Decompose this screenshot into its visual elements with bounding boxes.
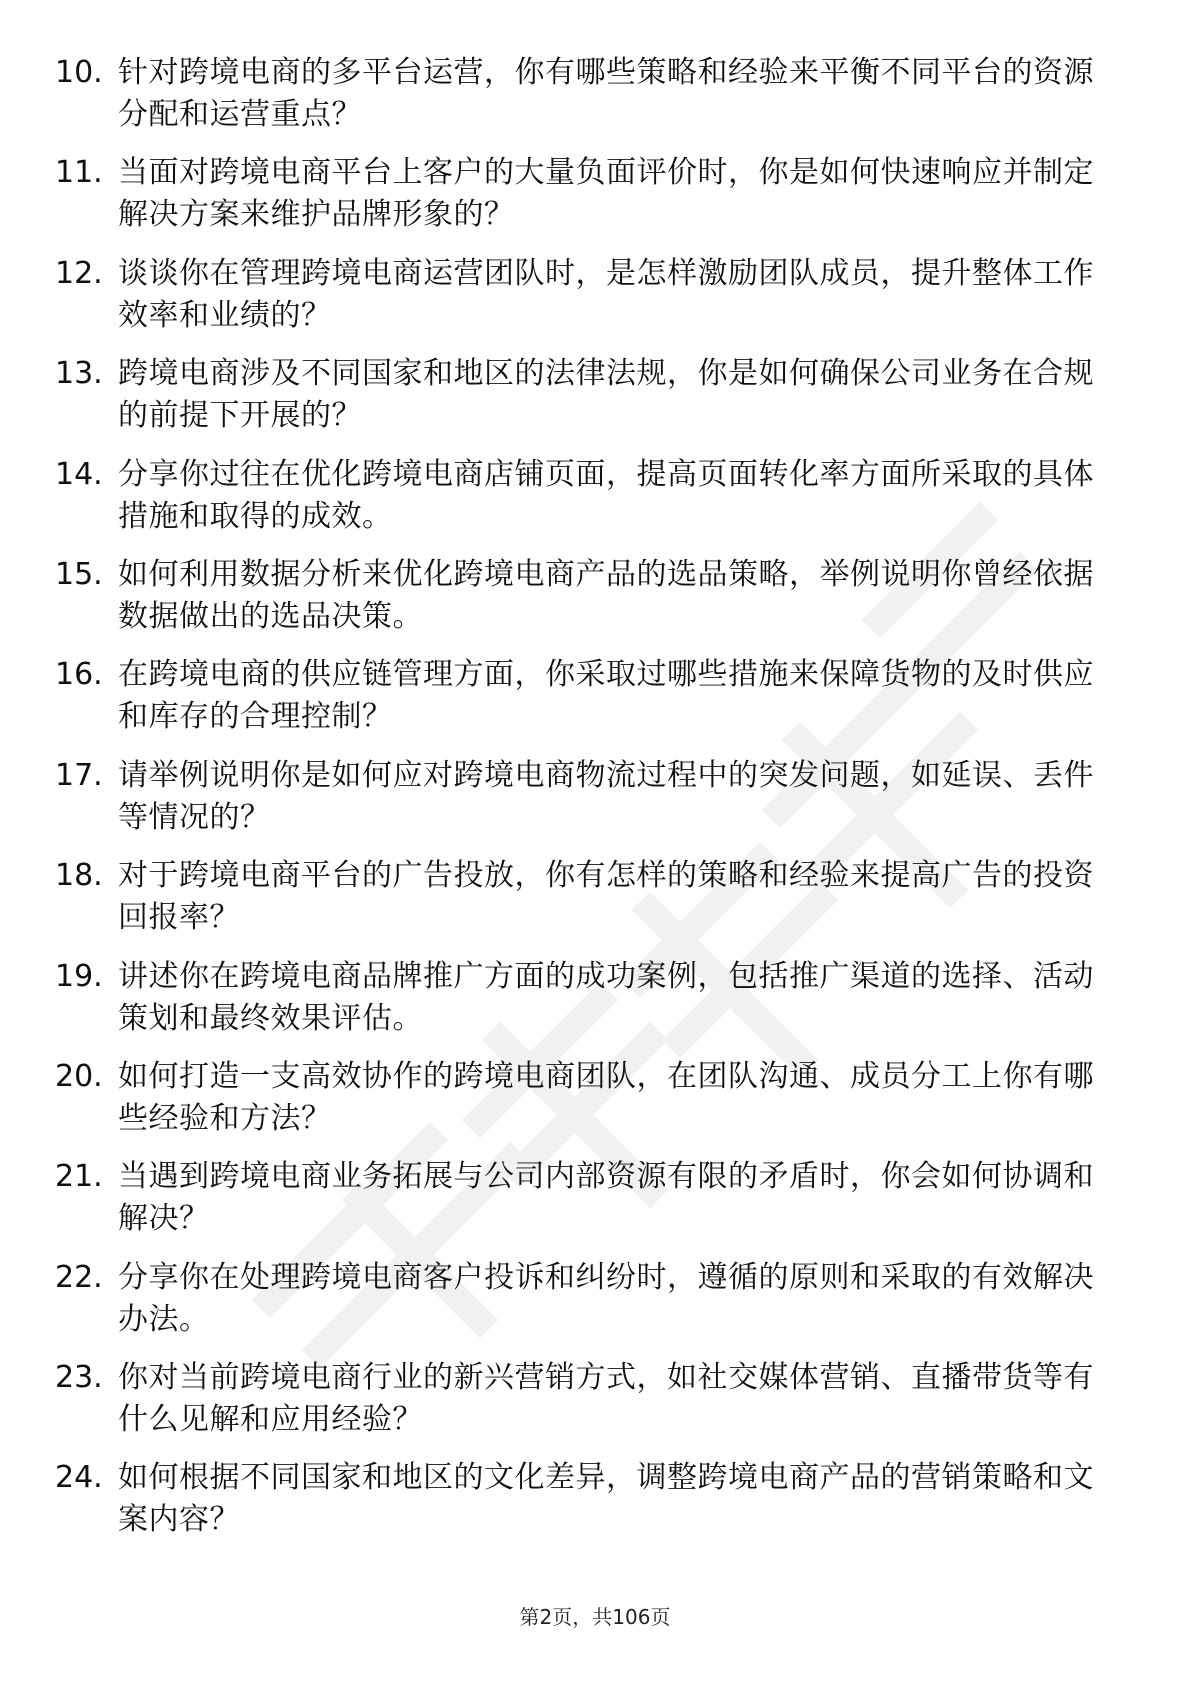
page-number-label: 第2页，共106页 — [519, 1605, 671, 1629]
question-text: 对于跨境电商平台的广告投放，你有怎样的策略和经验来提高广告的投资回报率？ — [118, 858, 1094, 936]
question-number: 16. — [55, 657, 103, 693]
question-text: 当面对跨境电商平台上客户的大量负面评价时，你是如何快速响应并制定解决方案来维护品牌形象的？ — [118, 155, 1094, 233]
question-number: 24. — [55, 1460, 103, 1496]
question-text: 分享你在处理跨境电商客户投诉和纠纷时，遵循的原则和采取的有效解决办法。 — [118, 1259, 1094, 1337]
question-item — [55, 52, 1105, 152]
question-item — [55, 353, 1105, 453]
question-item — [55, 253, 1105, 353]
question-text: 在跨境电商的供应链管理方面，你采取过哪些措施来保障货物的及时供应和库存的合理控制？ — [118, 657, 1094, 735]
question-text: 请举例说明你是如何应对跨境电商物流过程中的突发问题，如延误、丢件等情况的？ — [118, 757, 1094, 835]
question-item — [55, 1357, 1105, 1457]
question-item — [55, 1156, 1105, 1256]
question-item — [55, 152, 1105, 252]
question-list — [55, 52, 1105, 1558]
question-text: 当遇到跨境电商业务拓展与公司内部资源有限的矛盾时，你会如何协调和解决？ — [118, 1159, 1094, 1237]
question-number: 19. — [55, 958, 103, 994]
question-text: 如何根据不同国家和地区的文化差异，调整跨境电商产品的营销策略和文案内容？ — [118, 1460, 1094, 1538]
question-item — [55, 956, 1105, 1056]
question-item — [55, 755, 1105, 855]
question-number: 23. — [55, 1360, 103, 1396]
question-text: 讲述你在跨境电商品牌推广方面的成功案例，包括推广渠道的选择、活动策划和最终效果评估。 — [118, 958, 1094, 1036]
question-text: 如何利用数据分析来优化跨境电商产品的选品策略，举例说明你曾经依据数据做出的选品决策。 — [118, 556, 1094, 634]
question-item — [55, 454, 1105, 554]
question-number: 21. — [55, 1159, 103, 1195]
page-footer — [0, 1604, 1190, 1630]
question-number: 11. — [55, 155, 103, 191]
question-number: 14. — [55, 456, 103, 492]
question-number: 12. — [55, 255, 103, 291]
question-number: 15. — [55, 556, 103, 592]
question-item — [55, 1457, 1105, 1557]
question-number: 13. — [55, 356, 103, 392]
question-number: 22. — [55, 1259, 103, 1295]
question-number: 20. — [55, 1058, 103, 1094]
question-item — [55, 1056, 1105, 1156]
question-number: 10. — [55, 55, 103, 90]
question-text: 如何打造一支高效协作的跨境电商团队，在团队沟通、成员分工上你有哪些经验和方法？ — [118, 1058, 1094, 1136]
question-item — [55, 554, 1105, 654]
question-item — [55, 654, 1105, 754]
question-item — [55, 1257, 1105, 1357]
question-text: 你对当前跨境电商行业的新兴营销方式，如社交媒体营销、直播带货等有什么见解和应用经验？ — [118, 1360, 1094, 1438]
question-text: 跨境电商涉及不同国家和地区的法律法规，你是如何确保公司业务在合规的前提下开展的？ — [118, 356, 1094, 434]
question-item — [55, 855, 1105, 955]
question-text: 谈谈你在管理跨境电商运营团队时，是怎样激励团队成员，提升整体工作效率和业绩的？ — [118, 255, 1094, 333]
question-number: 17. — [55, 757, 103, 793]
question-number: 18. — [55, 858, 103, 894]
question-text: 针对跨境电商的多平台运营，你有哪些策略和经验来平衡不同平台的资源分配和运营重点？ — [118, 55, 1094, 132]
question-text: 分享你过往在优化跨境电商店铺页面，提高页面转化率方面所采取的具体措施和取得的成效。 — [118, 456, 1094, 534]
